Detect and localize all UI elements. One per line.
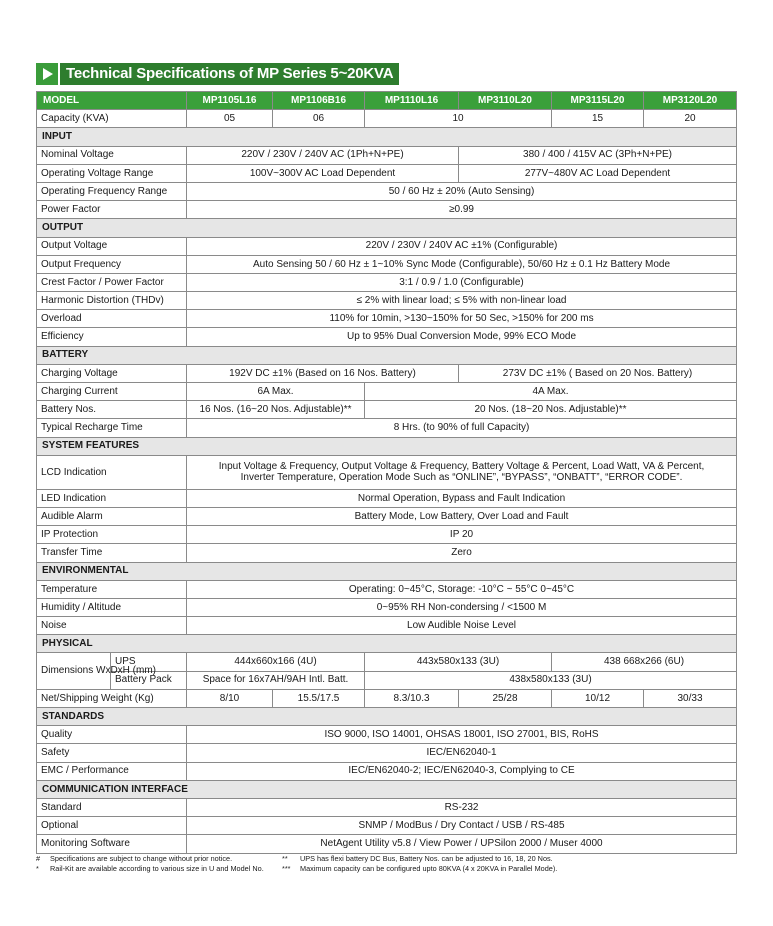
section-title: SYSTEM FEATURES <box>37 437 737 455</box>
section-header-row <box>37 346 737 364</box>
play-arrow-icon <box>36 63 58 85</box>
cell-value: 8 Hrs. (to 90% of full Capacity) <box>187 419 737 437</box>
row-label: Capacity (KVA) <box>37 110 187 128</box>
table-row <box>37 489 737 507</box>
row-label: LCD Indication <box>37 455 187 489</box>
row-label: Audible Alarm <box>37 507 187 525</box>
model-header-cell: MP1110L16 <box>365 92 459 110</box>
table-row <box>37 364 737 382</box>
table-row <box>37 526 737 544</box>
table-row <box>37 744 737 762</box>
cell-value: Space for 16x7AH/9AH Intl. Batt. <box>187 671 365 689</box>
table-row <box>37 328 737 346</box>
table-row <box>37 653 737 671</box>
section-header-row <box>37 219 737 237</box>
section-title: INPUT <box>37 128 737 146</box>
table-row <box>37 455 737 489</box>
cell-value: Auto Sensing 50 / 60 Hz ± 1~10% Sync Mode (Configurable), 50/60 Hz ± 0.1 Hz Battery Mode <box>187 255 737 273</box>
cell-value: 16 Nos. (16~20 Nos. Adjustable)** <box>187 401 365 419</box>
cell-value: 443x580x133 (3U) <box>365 653 552 671</box>
row-label: Temperature <box>37 580 187 598</box>
footnote-row <box>36 854 756 864</box>
row-label: Harmonic Distortion (THDv) <box>37 292 187 310</box>
row-label: Operating Voltage Range <box>37 164 187 182</box>
table-row <box>37 273 737 291</box>
table-row <box>37 419 737 437</box>
cell-value: 25/28 <box>459 689 552 707</box>
section-title: BATTERY <box>37 346 737 364</box>
footnote-mark: ** <box>282 854 288 863</box>
cell-value: 438x580x133 (3U) <box>365 671 737 689</box>
cell-value: 30/33 <box>644 689 737 707</box>
cell-value: 438 668x266 (6U) <box>552 653 737 671</box>
cell-value: RS-232 <box>187 798 737 816</box>
row-label: IP Protection <box>37 526 187 544</box>
lcd-line-2: Inverter Temperature, Operation Mode Such as “ONLINE”, “BYPASS”, “ONBATT”, “ERROR CODE”. <box>240 472 683 484</box>
row-label: Operating Frequency Range <box>37 182 187 200</box>
cell-value: IP 20 <box>187 526 737 544</box>
cell-value: 06 <box>273 110 365 128</box>
table-row <box>37 401 737 419</box>
cell-value: ISO 9000, ISO 14001, OHSAS 18001, ISO 27001, BIS, RoHS <box>187 726 737 744</box>
dimensions-label: Dimensions WxDxH (mm) <box>37 653 111 689</box>
row-label: Safety <box>37 744 187 762</box>
row-label: Typical Recharge Time <box>37 419 187 437</box>
row-label: Humidity / Altitude <box>37 598 187 616</box>
lcd-line-1: Input Voltage & Frequency, Output Voltage & Frequency, Battery Voltage & Percent, Load Watt, VA & Percent, <box>218 460 705 472</box>
cell-value: 20 <box>644 110 737 128</box>
cell-value: 8.3/10.3 <box>365 689 459 707</box>
table-row <box>37 201 737 219</box>
footnote-mark: # <box>36 854 41 863</box>
cell-value: Zero <box>187 544 737 562</box>
table-row <box>37 726 737 744</box>
row-label: Quality <box>37 726 187 744</box>
cell-value: 273V DC ±1% ( Based on 20 Nos. Battery) <box>459 364 737 382</box>
footnotes <box>36 854 756 873</box>
section-header-row <box>37 562 737 580</box>
row-label: Transfer Time <box>37 544 187 562</box>
model-header-cell: MP3110L20 <box>459 92 552 110</box>
cell-value <box>187 455 737 489</box>
model-header-cell: MP3115L20 <box>552 92 644 110</box>
table-row <box>37 762 737 780</box>
model-header-cell: MP3120L20 <box>644 92 737 110</box>
cell-value: 100V~300V AC Load Dependent <box>187 164 459 182</box>
table-row <box>37 598 737 616</box>
section-header-row <box>37 437 737 455</box>
section-header-row <box>37 128 737 146</box>
cell-value: IEC/EN62040-2; IEC/EN62040-3, Complying to CE <box>187 762 737 780</box>
footnote-mark: *** <box>282 863 291 873</box>
cell-value: 6A Max. <box>187 383 365 401</box>
row-label: Net/Shipping Weight (Kg) <box>37 689 187 707</box>
table-row <box>37 310 737 328</box>
cell-value: 10/12 <box>552 689 644 707</box>
page-title-bar <box>36 63 399 85</box>
row-sublabel: Battery Pack <box>111 671 187 689</box>
table-header-row <box>37 92 737 110</box>
cell-value: NetAgent Utility v5.8 / View Power / UPSilon 2000 / Muser 4000 <box>187 835 737 853</box>
cell-value: 277V~480V AC Load Dependent <box>459 164 737 182</box>
table-row <box>37 580 737 598</box>
row-label: EMC / Performance <box>37 762 187 780</box>
cell-value: SNMP / ModBus / Dry Contact / USB / RS-485 <box>187 817 737 835</box>
section-title: PHYSICAL <box>37 635 737 653</box>
section-title: COMMUNICATION INTERFACE <box>37 780 737 798</box>
row-label: Standard <box>37 798 187 816</box>
section-header-row <box>37 708 737 726</box>
cell-value: 3:1 / 0.9 / 1.0 (Configurable) <box>187 273 737 291</box>
table-row <box>37 164 737 182</box>
footnote-row <box>36 864 756 874</box>
row-label: Noise <box>37 617 187 635</box>
cell-value: Up to 95% Dual Conversion Mode, 99% ECO Mode <box>187 328 737 346</box>
cell-value: 220V / 230V / 240V AC ±1% (Configurable) <box>187 237 737 255</box>
section-title: ENVIRONMENTAL <box>37 562 737 580</box>
cell-value: 15.5/17.5 <box>273 689 365 707</box>
model-header-cell: MP1106B16 <box>273 92 365 110</box>
spec-table <box>36 91 737 854</box>
section-header-row <box>37 635 737 653</box>
footnote-text: UPS has flexi battery DC Bus, Battery Nos. can be adjusted to 16, 18, 20 Nos. <box>300 854 553 863</box>
cell-value: ≤ 2% with linear load; ≤ 5% with non-linear load <box>187 292 737 310</box>
section-title: OUTPUT <box>37 219 737 237</box>
cell-value: 10 <box>365 110 552 128</box>
cell-value: Low Audible Noise Level <box>187 617 737 635</box>
table-row <box>37 507 737 525</box>
row-label: Battery Nos. <box>37 401 187 419</box>
row-label: Efficiency <box>37 328 187 346</box>
row-label: Charging Voltage <box>37 364 187 382</box>
page-title: Technical Specifications of MP Series 5~20KVA <box>60 63 399 85</box>
row-label: LED Indication <box>37 489 187 507</box>
cell-value: 4A Max. <box>365 383 737 401</box>
row-sublabel: UPS <box>111 653 187 671</box>
section-header-row <box>37 780 737 798</box>
cell-value: IEC/EN62040-1 <box>187 744 737 762</box>
cell-value: 0~95% RH Non-condersing / <1500 M <box>187 598 737 616</box>
row-label: Power Factor <box>37 201 187 219</box>
cell-value: 05 <box>187 110 273 128</box>
table-row <box>37 182 737 200</box>
table-row <box>37 237 737 255</box>
row-label: Monitoring Software <box>37 835 187 853</box>
table-row <box>37 146 737 164</box>
row-label: Charging Current <box>37 383 187 401</box>
table-row <box>37 671 737 689</box>
table-row <box>37 835 737 853</box>
model-header-cell: MP1105L16 <box>187 92 273 110</box>
table-row <box>37 292 737 310</box>
cell-value: 380 / 400 / 415V AC (3Ph+N+PE) <box>459 146 737 164</box>
footnote-text: Rail-Kit are available according to various size in U and Model No. <box>50 863 264 873</box>
table-row <box>37 617 737 635</box>
table-row <box>37 110 737 128</box>
cell-value: 220V / 230V / 240V AC (1Ph+N+PE) <box>187 146 459 164</box>
cell-value: Battery Mode, Low Battery, Over Load and Fault <box>187 507 737 525</box>
footnote-mark: * <box>36 863 39 873</box>
model-header: MODEL <box>37 92 187 110</box>
cell-value: 15 <box>552 110 644 128</box>
footnote-text: Specifications are subject to change without prior notice. <box>50 854 233 863</box>
cell-value: 8/10 <box>187 689 273 707</box>
section-title: STANDARDS <box>37 708 737 726</box>
row-label: Optional <box>37 817 187 835</box>
cell-value: 110% for 10min, >130~150% for 50 Sec, >150% for 200 ms <box>187 310 737 328</box>
cell-value: 444x660x166 (4U) <box>187 653 365 671</box>
row-label: Nominal Voltage <box>37 146 187 164</box>
table-row <box>37 544 737 562</box>
table-row <box>37 689 737 707</box>
cell-value: 192V DC ±1% (Based on 16 Nos. Battery) <box>187 364 459 382</box>
row-label: Output Frequency <box>37 255 187 273</box>
cell-value: Normal Operation, Bypass and Fault Indication <box>187 489 737 507</box>
table-row <box>37 383 737 401</box>
table-row <box>37 817 737 835</box>
footnote-text: Maximum capacity can be configured upto 80KVA (4 x 20KVA in Parallel Mode). <box>300 863 558 873</box>
row-label: Crest Factor / Power Factor <box>37 273 187 291</box>
row-label: Output Voltage <box>37 237 187 255</box>
cell-value: ≥0.99 <box>187 201 737 219</box>
table-row <box>37 798 737 816</box>
table-row <box>37 255 737 273</box>
cell-value: 20 Nos. (18~20 Nos. Adjustable)** <box>365 401 737 419</box>
cell-value: 50 / 60 Hz ± 20% (Auto Sensing) <box>187 182 737 200</box>
cell-value: Operating: 0~45°C, Storage: -10°C ~ 55°C 0~45°C <box>187 580 737 598</box>
row-label: Overload <box>37 310 187 328</box>
